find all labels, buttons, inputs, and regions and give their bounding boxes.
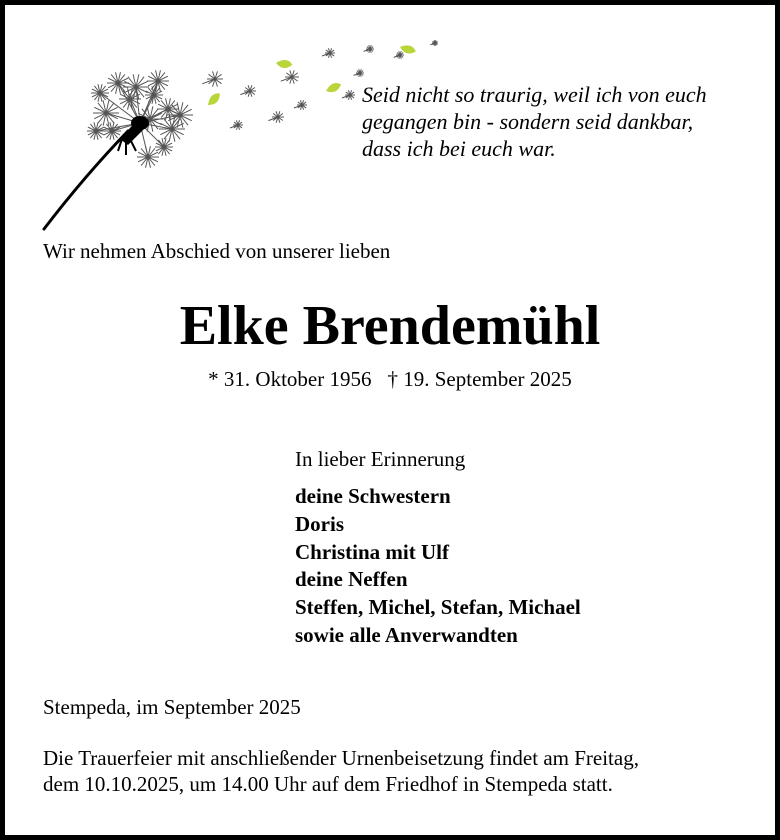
life-dates [5, 367, 775, 392]
memorial-quote [362, 81, 707, 162]
death-date: † 19. September 2025 [387, 367, 572, 391]
mourners-list [295, 483, 581, 650]
ceremony-info [43, 745, 639, 797]
mourner-line: sowie alle Anverwandten [295, 622, 518, 647]
deceased-name: Elke Brendemühl [179, 295, 601, 357]
birth-date: * 31. Oktober 1956 [208, 367, 372, 391]
mourner-line: deine Schwestern [295, 484, 451, 508]
mourner-line: deine Neffen [295, 567, 408, 592]
memory-heading: In lieber Erinnerung [295, 447, 466, 471]
farewell-intro: Wir nehmen Abschied von unserer lieben [43, 239, 391, 263]
quote-line: gegangen bin - sondern seid dankbar, [362, 109, 694, 134]
mourner-line: Christina mit Ulf [295, 539, 449, 564]
mourner-line: Doris [295, 511, 344, 536]
quote-line: dass ich bei euch war. [362, 136, 556, 161]
quote-line: Seid nicht so traurig, weil ich von euch [362, 82, 707, 107]
ceremony-line: dem 10.10.2025, um 14.00 Uhr auf dem Friedhof in Stempeda statt. [43, 772, 613, 796]
ceremony-line: Die Trauerfeier mit anschließender Urnenbeisetzung findet am Freitag, [43, 746, 639, 770]
mourner-line: Steffen, Michel, Stefan, Michael [295, 595, 581, 620]
place-date: Stempeda, im September 2025 [43, 695, 301, 719]
